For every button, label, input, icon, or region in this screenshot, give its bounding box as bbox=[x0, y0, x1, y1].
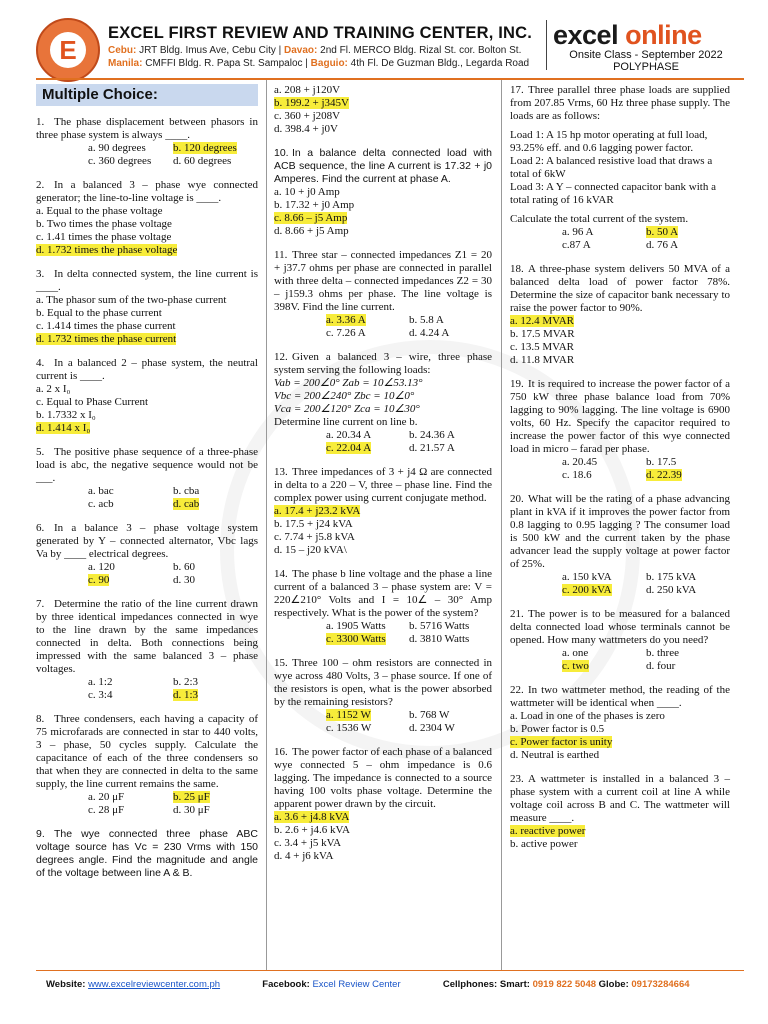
option: b. 17.5 bbox=[646, 456, 677, 468]
option: d. 11.8 MVAR bbox=[510, 354, 575, 366]
option: a. The phasor sum of the two-phase current bbox=[36, 294, 227, 306]
column-divider-2 bbox=[501, 80, 502, 970]
load-line: Vbc = 200∠240° Zbc = 10∠0° bbox=[274, 390, 415, 402]
option: b. 17.32 + j0 Amp bbox=[274, 199, 355, 211]
option: b. 5.8 A bbox=[409, 314, 444, 326]
excel-logo bbox=[36, 18, 100, 82]
option: a. 2 x I₀ bbox=[36, 383, 71, 395]
option: b. 2:3 bbox=[173, 676, 199, 688]
question-2: 2. In a balanced 3 – phase wye connected generator; the line-to-line voltage is ____. a. Equal to the phase voltage b. Two times the phase voltage c. 1.41 times the phase voltage d. 1.732 times the phase voltage bbox=[36, 179, 258, 256]
option: d. 76 A bbox=[646, 239, 679, 251]
option: a. one bbox=[562, 647, 589, 659]
answer-highlight: a. reactive power bbox=[510, 825, 586, 837]
question-17: 17. Three parallel three phase loads are supplied from 207.85 Vrms, 60 Hz three phase supply. The loads are as follows: Load 1: A 15 hp motor operating at full load, 93.25% eff. and 0.6 lagging power factor. Load 2: A balanced resistive load that draws a total of 6kW Load 3: A Y – connected capacitor bank with a total rating of 16 kVAR Calculate the total current of the system. a. 96 A b. 50 A c.87 A d. 76 A bbox=[510, 84, 730, 251]
option: d. 4.24 A bbox=[409, 327, 450, 339]
option: c. 13.5 MVAR bbox=[510, 341, 574, 353]
option: d. 3810 Watts bbox=[409, 633, 470, 645]
option: d. 60 degrees bbox=[173, 155, 232, 167]
company-name: EXCEL FIRST REVIEW AND TRAINING CENTER, INC. bbox=[108, 24, 533, 42]
option: b. 5716 Watts bbox=[409, 620, 470, 632]
option: d. 8.66 + j5 Amp bbox=[274, 225, 349, 237]
question-13: 13. Three impedances of 3 + j4 Ω are connected in delta to a 220 – V, three – phase line. Find the complex power using current conjugate method. a. 17.4 + j23.2 kVA b. 17.5 + j24 kVA c. 7.74 + j5.8 kVA d. 15 – j20 kVA\ bbox=[274, 466, 492, 556]
option: d. 30 bbox=[173, 574, 195, 586]
option: b. 768 W bbox=[409, 709, 450, 721]
question-4: 4. In a balanced 2 – phase system, the neutral current is ____. a. 2 x I₀ c. Equal to Phase Current b. 1.7332 x I₀ d. 1.414 x I₀ bbox=[36, 357, 258, 434]
load-line: Load 2: A balanced resistive load that draws a total of 6kW bbox=[510, 155, 713, 180]
column-divider-1 bbox=[266, 80, 267, 970]
answer-highlight: a. 1152 W bbox=[326, 709, 371, 721]
question-12: 12. Given a balanced 3 – wire, three phase system serving the following loads: Vab = 200∠0° Zab = 10∠53.13° Vbc = 200∠240° Zbc = 10∠0° Vca = 200∠120° Zca = 10∠30° Determine line current on line b. a. 20.34 A b. 24.36 A c. 22.04 A d. 21.57 A bbox=[274, 351, 492, 454]
answer-highlight: b. 199.2 + j345V bbox=[274, 97, 349, 109]
question-8: 8. Three condensers, each having a capacity of 75 microfarads are connected in star to 440 volts, 3 – phase, 50 cycles supply. Calculate the capacitance of each of the three condensers so that when they are connected in delta to the same supply, the line current remains the same. a. 20 μF b. 25 μF c. 28 μF d. 30 μF bbox=[36, 713, 258, 816]
option: b. 17.5 + j24 kVA bbox=[274, 518, 353, 530]
option: a. Load in one of the phases is zero bbox=[510, 710, 665, 722]
website-link[interactable]: www.excelreviewcenter.com.ph bbox=[88, 979, 221, 990]
option: a. bac bbox=[88, 485, 114, 497]
answer-highlight: d. 1.414 x I₀ bbox=[36, 422, 91, 434]
option: c. 3:4 bbox=[88, 689, 113, 701]
branch-line-2: Manila: CMFFI Bldg. R. Papa St. Sampaloc | Baguio: 4th Fl. De Guzman Bldg., Legarda Road bbox=[108, 58, 530, 69]
load-line: Load 1: A 15 hp motor operating at full load, 93.25% eff. and 0.6 lagging power factor. bbox=[510, 129, 708, 154]
option: d. 30 μF bbox=[173, 804, 210, 816]
load-line: Vca = 200∠120° Zca = 10∠30° bbox=[274, 403, 420, 415]
answer-highlight: c. Power factor is unity bbox=[510, 736, 613, 748]
answer-highlight: c. 200 kVA bbox=[562, 584, 612, 596]
answer-highlight: b. 50 A bbox=[646, 226, 679, 238]
option: a. 1905 Watts bbox=[326, 620, 386, 632]
option: b. 60 bbox=[173, 561, 195, 573]
question-6: 6. In a balance 3 – phase voltage system generated by Y – connected alternator, Vbc lags Va by ____ electrical degrees. a. 120 b. 60 c. 90 d. 30 bbox=[36, 522, 258, 586]
smart-number: 0919 822 5048 bbox=[532, 979, 597, 990]
option: c. 360 degrees bbox=[88, 155, 152, 167]
question-20: 20. What will be the rating of a phase advancing plant in kVA if it improves the power factor from 0.8 lagging to 0.95 lagging ? The consumer load is 500 kW and the current taken by the phase advancer lead the supply voltage at power factor of 25%. a. 150 kVA b. 175 kVA c. 200 kVA d. 250 kVA bbox=[510, 493, 730, 596]
question-23: 23. A wattmeter is installed in a balanced 3 – phase system with a current coil at line A while voltage coil across B and C. The wattmeter will measure ____. a. reactive power b. active power bbox=[510, 773, 730, 850]
question-15: 15. Three 100 – ohm resistors are connected in wye across 480 Volts, 3 – phase source. If one of the resistors is open, what is the power absorbed by the remaining resistors? a. 1152 W b. 768 W c. 1536 W d. 2304 W bbox=[274, 657, 492, 734]
option: c. 1.41 times the phase voltage bbox=[36, 231, 172, 243]
page-footer: Website: www.excelreviewcenter.com.ph Facebook: Excel Review Center Cellphones: Smart: 0919 822 5048 Globe: 09173284664 bbox=[46, 979, 690, 990]
section-heading: Multiple Choice: bbox=[36, 84, 258, 106]
option: d. 2304 W bbox=[409, 722, 455, 734]
option: b. Power factor is 0.5 bbox=[510, 723, 605, 735]
branch-line-1: Cebu: JRT Bldg. Imus Ave, Cebu City | Davao: 2nd Fl. MERCO Bldg. Rizal St. cor. Bolton St. bbox=[108, 45, 522, 56]
column-1 bbox=[36, 84, 258, 891]
option: b. Equal to the phase current bbox=[36, 307, 162, 319]
excel-online-brand: excel online bbox=[553, 20, 702, 50]
answer-highlight: d. 22.39 bbox=[646, 469, 682, 481]
globe-number: 09173284664 bbox=[631, 979, 690, 990]
answer-highlight: d. 1:3 bbox=[173, 689, 199, 701]
topic-title: POLYPHASE bbox=[613, 61, 679, 73]
option: a. 10 + j0 Amp bbox=[274, 186, 340, 198]
option: d. 250 kVA bbox=[646, 584, 697, 596]
option: a. 208 + j120V bbox=[274, 84, 341, 96]
answer-highlight: c. 3300 Watts bbox=[326, 633, 386, 645]
option: c. 1.414 times the phase current bbox=[36, 320, 176, 332]
question-5: 5. The positive phase sequence of a three-phase load is abc, the negative sequence would not be ___. a. bac b. cba c. acb d. cab bbox=[36, 446, 258, 510]
answer-highlight: d. cab bbox=[173, 498, 200, 510]
page-header bbox=[0, 0, 768, 78]
option: d. 398.4 + j0V bbox=[274, 123, 338, 135]
answer-highlight: c. two bbox=[562, 660, 589, 672]
option: c. 18.6 bbox=[562, 469, 592, 481]
class-info: Onsite Class - September 2022 bbox=[569, 49, 723, 61]
option: a. 1:2 bbox=[88, 676, 113, 688]
option: b. 17.5 MVAR bbox=[510, 328, 575, 340]
question-1: 1. The phase displacement between phasors in three phase system is always ____. a. 90 degrees b. 120 degrees c. 360 degrees d. 60 degrees bbox=[36, 116, 258, 167]
option: c. acb bbox=[88, 498, 114, 510]
answer-highlight: d. 1.732 times the phase current bbox=[36, 333, 177, 345]
column-2 bbox=[274, 84, 492, 874]
option: c. 7.26 A bbox=[326, 327, 366, 339]
option: c. 7.74 + j5.8 kVA bbox=[274, 531, 355, 543]
answer-highlight: b. 25 μF bbox=[173, 791, 210, 803]
option: b. 175 kVA bbox=[646, 571, 697, 583]
footer-rule bbox=[36, 970, 744, 971]
question-22: 22. In two wattmeter method, the reading of the wattmeter will be identical when ____. a. Load in one of the phases is zero b. Power factor is 0.5 c. Power factor is unity d. Neutral is earthed bbox=[510, 684, 730, 761]
question-19: 19. It is required to increase the power factor of a 750 kW three phase balance load from 70% lagging to 90% lagging. The line voltage is 6900 volts, 60 Hz. Specify the capacitor required to increase the power factor of this wye connected load in micro – farad per phase. a. 20.45 b. 17.5 c. 18.6 d. 22.39 bbox=[510, 378, 730, 481]
option: a. Equal to the phase voltage bbox=[36, 205, 163, 217]
facebook-link[interactable]: Excel Review Center bbox=[312, 979, 401, 990]
option: b. 1.7332 x I₀ bbox=[36, 409, 96, 421]
answer-highlight: a. 3.6 + j4.8 kVA bbox=[274, 811, 350, 823]
option: d. 21.57 A bbox=[409, 442, 455, 454]
option: c. 3.4 + j5 kVA bbox=[274, 837, 342, 849]
header-rule bbox=[36, 78, 744, 80]
question-9-options bbox=[274, 84, 492, 136]
option: c. 360 + j208V bbox=[274, 110, 341, 122]
option: c.87 A bbox=[562, 239, 591, 251]
option: b. 24.36 A bbox=[409, 429, 455, 441]
answer-highlight: b. 120 degrees bbox=[173, 142, 237, 154]
question-9: 9. The wye connected three phase ABC voltage source has Vc = 230 Vrms with 150 degrees angle. Find the magnitude and angle of the voltage between line A & B. bbox=[36, 828, 258, 879]
option: a. 20.34 A bbox=[326, 429, 372, 441]
option: b. cba bbox=[173, 485, 200, 497]
question-18: 18. A three-phase system delivers 50 MVA of a balanced delta load of power factor 78%. Determine the size of capacitor bank necessary to raise the power factor to 90%. a. 12.4 MVAR b. 17.5 MVAR c. 13.5 MVAR d. 11.8 MVAR bbox=[510, 263, 730, 366]
option: a. 120 bbox=[88, 561, 115, 573]
load-line: Load 3: A Y – connected capacitor bank with a total rating of 16 kVAR bbox=[510, 181, 716, 206]
answer-highlight: c. 8.66 – j5 Amp bbox=[274, 212, 348, 224]
option: d. four bbox=[646, 660, 676, 672]
question-11: 11. Three star – connected impedances Z1 = 20 + j37.7 ohms per phase are connected in parallel with three delta – connected impedances Z2 = 30 – j159.3 ohms per phase. The line voltage is 398V. Find the line current. a. 3.36 A b. 5.8 A c. 7.26 A d. 4.24 A bbox=[274, 249, 492, 339]
answer-highlight: c. 22.04 A bbox=[326, 442, 372, 454]
question-3: 3. In delta connected system, the line current is ____. a. The phasor sum of the two-phase current b. Equal to the phase current c. 1.414 times the phase current d. 1.732 times the phase current bbox=[36, 268, 258, 345]
option: d. 15 – j20 kVA\ bbox=[274, 544, 347, 556]
option: b. Two times the phase voltage bbox=[36, 218, 172, 230]
option: a. 96 A bbox=[562, 226, 594, 238]
answer-highlight: a. 12.4 MVAR bbox=[510, 315, 574, 327]
answer-highlight: a. 3.36 A bbox=[326, 314, 366, 326]
answer-highlight: c. 90 bbox=[88, 574, 110, 586]
option: d. Neutral is earthed bbox=[510, 749, 600, 761]
answer-highlight: d. 1.732 times the phase voltage bbox=[36, 244, 178, 256]
option: c. 1536 W bbox=[326, 722, 372, 734]
question-10: 10. In a balance delta connected load with ACB sequence, the line A current is 17.32 + j0 Amperes. Find the current at phase A. a. 10 + j0 Amp b. 17.32 + j0 Amp c. 8.66 – j5 Amp d. 8.66 + j5 Amp bbox=[274, 147, 492, 237]
answer-highlight: a. 17.4 + j23.2 kVA bbox=[274, 505, 361, 517]
option: c. 28 μF bbox=[88, 804, 125, 816]
option: a. 90 degrees bbox=[88, 142, 146, 154]
option: a. 20 μF bbox=[88, 791, 125, 803]
question-16: 16. The power factor of each phase of a balanced wye connected 5 – ohm impedance is 0.6 lagging. The impedance is connected to a source having 100 volts phase voltage. Determine the apparent power drawn by the circuit. a. 3.6 + j4.8 kVA b. 2.6 + j4.6 kVA c. 3.4 + j5 kVA d. 4 + j6 kVA bbox=[274, 746, 492, 862]
option: b. 2.6 + j4.6 kVA bbox=[274, 824, 350, 836]
option: b. three bbox=[646, 647, 679, 659]
option: b. active power bbox=[510, 838, 578, 850]
column-3 bbox=[510, 84, 730, 862]
question-14: 14. The phase b line voltage and the phase a line current of a balanced 3 – phase system are: V = 220∠210° Volts and I = 10∠ – 30° Amp respectively. What is the power of the system? a. 1905 Watts b. 5716 Watts c. 3300 Watts d. 3810 Watts bbox=[274, 568, 492, 645]
option: a. 150 kVA bbox=[562, 571, 612, 583]
option: a. 20.45 bbox=[562, 456, 598, 468]
option: c. Equal to Phase Current bbox=[36, 396, 149, 408]
question-7: 7. Determine the ratio of the line current drawn by three identical impedances connected in wye to the line drawn by the same impedances connected in delta. Both connections being impressed with the same balanced 3 – phase voltages. a. 1:2 b. 2:3 c. 3:4 d. 1:3 bbox=[36, 598, 258, 701]
load-line: Vab = 200∠0° Zab = 10∠53.13° bbox=[274, 377, 423, 389]
logo-letter: E bbox=[50, 32, 86, 68]
question-21: 21. The power is to be measured for a balanced delta connected load whose terminals cannot be opened. How many wattmeters do you need? a. one b. three c. two d. four bbox=[510, 608, 730, 672]
option: d. 4 + j6 kVA bbox=[274, 850, 334, 862]
